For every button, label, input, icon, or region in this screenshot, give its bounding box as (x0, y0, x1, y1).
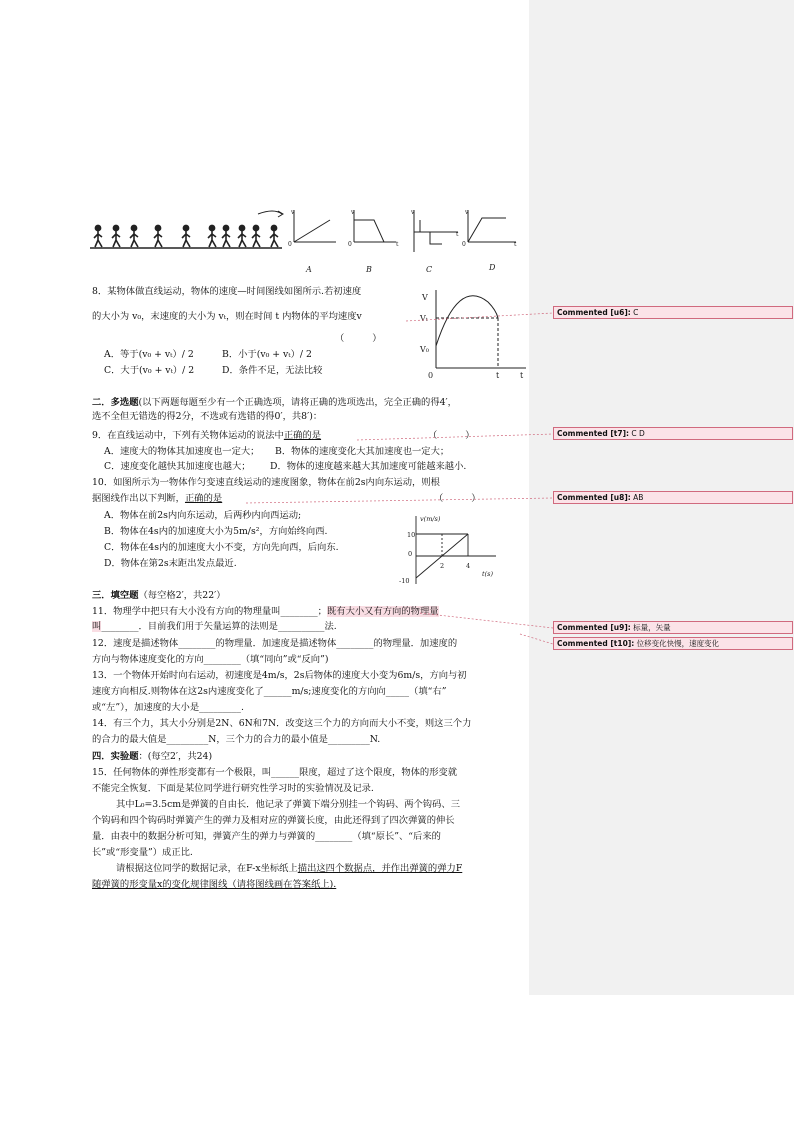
comment-t10[interactable] (553, 637, 793, 650)
q8-axis-vt: Vₜ (420, 314, 428, 323)
section2-desc2: 选不全但无错选的得2分，不选或有选错的得0′，共8′)： (92, 411, 323, 422)
q8-option-c: C．大于(v₀ + vₜ）/ 2 (104, 365, 195, 376)
q10-y-tick-neg10: -10 (399, 577, 410, 585)
section2-title: 二．多选题 (92, 397, 139, 408)
q10-y-tick-10: 10 (407, 531, 416, 539)
q9-stem-text: 9．在直线运动中，下列有关物体运动的说法中 (92, 430, 284, 441)
section2-desc1: (以下两题每题至少有一个正确选项，请将正确的选项选出，完全正确的得4′， (138, 397, 457, 408)
q10-option-a: A．物体在前2s内向东运动，后两秒内向西运动; (104, 510, 302, 521)
origin-label: 0 (288, 241, 292, 248)
q10-option-d: D．物体在第2s末距出发点最近. (104, 558, 237, 569)
q8-option-d: D．条件不足，无法比较 (222, 365, 323, 376)
comment-text: C (633, 308, 639, 317)
q15-line4: 个钩码和四个钩码时弹簧产生的弹力及相对应的弹簧长度，由此还得到了四次弹簧的伸长 (92, 815, 455, 826)
q8-origin: 0 (428, 371, 434, 380)
q9-stem-keyword: 正确的是 (283, 430, 322, 441)
origin-label: 0 (462, 241, 466, 248)
graph-label-a: A (306, 265, 312, 274)
section4-heading (92, 750, 212, 763)
q12-line1: 12．速度是描述物体________的物理量．加速度是描述物体________的物理量．加速度的 (92, 638, 458, 649)
q8-axis-v0: V₀ (420, 345, 429, 354)
q10-ylabel: v(m/s) (420, 515, 441, 523)
q8-t-mark: t (496, 371, 500, 380)
q11-line1-highlight: 既有大小又有方向的物理量 (326, 606, 439, 617)
comment-text: 标量，矢量 (633, 623, 671, 632)
q10-x-tick-2: 2 (440, 562, 445, 570)
origin-label: 0 (348, 241, 352, 248)
q10-option-b: B．物体在4s内的加速度大小为5m/s²，方向始终向西. (104, 526, 328, 537)
q15-line7-text: 请根据这位同学的数据记录，在F-x坐标纸上 (116, 863, 298, 874)
q9-paren: （ ） (428, 430, 475, 441)
q8-option-a: A．等于(v₀ + vₜ）/ 2 (104, 349, 194, 360)
comment-label: Commented [t10]: (557, 639, 635, 648)
comment-u9[interactable] (553, 621, 793, 634)
section4-desc: ：(每空2′，共24) (138, 751, 213, 762)
q11-line1-text: 11．物理学中把只有大小没有方向的物理量叫________； (92, 606, 327, 617)
q10-line2-keyword: 正确的是 (184, 493, 223, 504)
axis-t-label: t (456, 231, 459, 238)
q8-option-b: B．小于(v₀ + vₜ）/ 2 (222, 349, 312, 360)
q10-line1: 10．如图所示为一物体作匀变速直线运动的速度图象，物体在前2s内向东运动，则根 (92, 477, 440, 488)
q15-line7 (116, 862, 462, 875)
q8-axis-v: V (422, 293, 428, 302)
q15-line7-underlined: 描出这四个数据点，并作出弹簧的弹力F (297, 863, 463, 874)
axis-v-label: v (411, 209, 415, 216)
q13-line3: 或“左”），加速度的大小是_________. (92, 702, 244, 713)
q15-line5: 量．由表中的数据分析可知，弹簧产生的弹力与弹簧的________（填“原长”、“后来的 (92, 831, 441, 842)
axis-v-label: v (291, 209, 295, 216)
q12-line2: 方向与物体速度变化的方向________（填“同向”或“反向”) (92, 654, 329, 665)
comment-u6[interactable] (553, 306, 793, 319)
comment-label: Commented [u6]: (557, 308, 631, 317)
q8-line1: 8．某物体做直线运动，物体的速度—时间图线如图所示.若初速度 (92, 286, 362, 297)
q9-option-d: D．物体的速度越来越大其加速度可能越来越小. (270, 461, 467, 472)
axis-t-label: t (514, 241, 517, 248)
q15-line1: 15．任何物体的弹性形变都有一个极限，叫______限度，超过了这个限度，物体的形变就 (92, 767, 458, 778)
q13-line2: 速度方向相反.则物体在这2s内速度变化了______m/s;速度变化的方向向_____（填“右” (92, 686, 447, 697)
section3-desc: （每空格2′，共22′） (138, 590, 226, 601)
axis-v-label: v (351, 209, 355, 216)
comment-t7[interactable] (553, 427, 793, 440)
q11-line2-highlight: 叫 (92, 621, 102, 632)
q10-x-tick-4: 4 (466, 562, 471, 570)
comment-text: 位移变化快慢，速度变化 (636, 639, 720, 648)
section3-title: 三．填空题 (92, 590, 139, 601)
comment-text: C D (631, 429, 645, 438)
q15-line3: 其中L₀=3.5cm是弹簧的自由长．他记录了弹簧下端分别挂一个钩码、两个钩码、三 (116, 799, 460, 810)
comment-text: AB (633, 493, 644, 502)
q8-paren: （ ） (335, 333, 382, 344)
q9-option-b: B．物体的速度变化大其加速度也一定大； (275, 446, 450, 457)
axis-v-label: v (465, 209, 469, 216)
graph-label-c: C (426, 265, 433, 274)
q10-line2-text: 据图线作出以下判断， (92, 493, 185, 504)
q13-line1: 13．一个物体开始时向右运动，初速度是4m/s，2s后物体的速度大小变为6m/s，方向与初 (92, 670, 467, 681)
q10-xlabel: t(s) (482, 570, 494, 578)
comment-u8[interactable] (553, 491, 793, 504)
q9-option-c: C．速度变化越快其加速度也越大； (104, 461, 251, 472)
q10-option-c: C．物体在4s内的加速度大小不变，方向先向西，后向东. (104, 542, 339, 553)
q14-line2: 的合力的最大值是_________N，三个力的合力的最小值是_________N. (92, 734, 381, 745)
q9-option-a: A．速度大的物体其加速度也一定大； (104, 446, 260, 457)
comment-label: Commented [u8]: (557, 493, 631, 502)
q15-line2: 不能完全恢复．下面是某位同学进行研究性学习时的实验情况及记录. (92, 783, 374, 794)
q8-axis-t: t (520, 371, 524, 380)
axis-t-label: t (396, 241, 399, 248)
q8-line2: 的大小为 v₀，末速度的大小为 vₜ，则在时间 t 内物体的平均速度v (92, 311, 362, 322)
comment-label: Commented [t7]: (557, 429, 630, 438)
section4-title: 四．实验题 (92, 751, 139, 762)
q15-line8: 随弹簧的形变量x的变化规律图线（请将图线画在答案纸上). (92, 879, 337, 890)
comment-label: Commented [u9]: (557, 623, 631, 632)
q11-line2-text: ________．目前我们用于矢量运算的法则是__________法. (101, 621, 337, 632)
q14-line1: 14．有三个力，其大小分别是2N、6N和7N．改变这三个力的方向而大小不变，则这三个力 (92, 718, 472, 729)
q10-origin: 0 (408, 550, 413, 558)
graph-label-b: B (366, 265, 372, 274)
graph-label-d: D (489, 263, 496, 272)
q10-paren: （ ） (434, 493, 481, 504)
q15-line6: 长”或“形变量”）成正比. (92, 847, 193, 858)
